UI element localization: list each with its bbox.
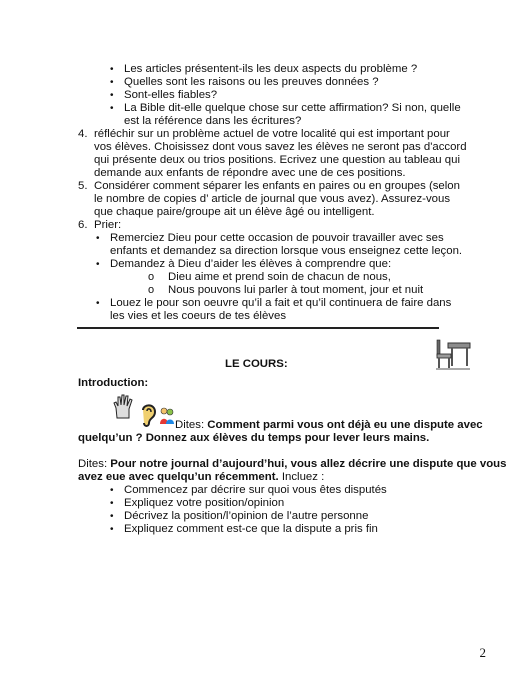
item-text: qui présente deux ou trios positions. Ecrivez une question au tableau qui [94,154,461,166]
dites-instruction: Comment parmi vous ont déjà eu une dispute avec [207,419,483,431]
list-item: La Bible dit-elle quelque chose sur cette affirmation? Si non, quelle [124,102,461,114]
dites-paragraph-1 [175,419,483,432]
sub-list-item: Dieu aime et prend soin de chacun de nous, [168,271,391,283]
children-group-icon [159,407,175,425]
dites-paragraph-2 [78,458,506,471]
list-item: Les articles présentent-ils les deux aspects du problème ? [124,63,418,75]
bullet-dot: • [110,511,114,522]
dites-instruction-continuation: avez eue avec quelqu’un récemment. [78,471,282,483]
dites-instruction-continuation: quelqu’un ? Donnez aux élèves du temps pour lever leurs mains. [78,432,430,444]
bullet-dot: • [96,298,100,309]
bullet-dot: • [110,103,114,114]
item-text: réfléchir sur un problème actuel de votre localité qui est important pour [94,128,450,140]
list-item: Remerciez Dieu pour cette occasion de pouvoir travailler avec ses [110,232,444,244]
list-item-continuation: enfants et demandez sa direction lorsque vous enseignez cette leçon. [110,245,463,257]
bullet-dot: • [110,524,114,535]
list-item: Commencez par décrire sur quoi vous êtes disputés [124,484,387,496]
list-item-continuation: les vies et les coeurs de tes élèves [110,310,287,322]
circle-bullet: o [148,271,155,283]
item-text: que chaque paire/groupe ait un élève âgé ou intelligent. [94,206,375,218]
section-title: LE COURS: [225,358,288,370]
list-item: Louez le pour son oeuvre qu’il a fait et qu’il continuera de faire dans [110,297,452,309]
ear-icon [139,402,159,428]
dites-tail: Incluez : [281,471,325,483]
circle-bullet: o [148,284,155,296]
item-text: vos élèves. Choisissez dont vous savez les élèves ne seront pas d'accord [94,141,467,153]
page-number: 2 [479,645,486,660]
bullet-dot: • [110,64,114,75]
dites-label: Dites: [78,458,111,470]
dites-label: Dites: [175,419,208,431]
list-item: Expliquez votre position/opinion [124,497,285,509]
bullet-dot: • [96,233,100,244]
list-item: Décrivez la position/l’opinion de l’autre personne [124,510,369,522]
hand-icon [112,394,136,420]
list-item: Sont-elles fiables? [124,89,218,101]
item-text: Considérer comment séparer les enfants en paires ou en groupes (selon [94,180,460,192]
dites-paragraph-2-line2 [78,471,324,484]
bullet-dot: • [110,90,114,101]
item-number: 6. [78,219,88,231]
item-number: 5. [78,180,88,192]
list-item: Quelles sont les raisons ou les preuves données ? [124,76,379,88]
bullet-dot: • [110,77,114,88]
item-number: 4. [78,128,88,140]
item-label: Prier: [94,219,122,231]
desk-chair-icon [434,337,474,371]
sub-list-item: Nous pouvons lui parler à tout moment, jour et nuit [168,284,424,296]
list-item-continuation: est la référence dans les écritures? [124,115,302,127]
item-text: demande aux enfants de répondre avec une de ces positions. [94,167,406,179]
item-text: le nombre de copies d’ article de journal que vous avez). Assurez-vous [94,193,451,205]
list-item: Expliquez comment est-ce que la dispute a pris fin [124,523,378,535]
subsection-heading: Introduction: [78,377,149,389]
section-divider [77,327,439,329]
bullet-dot: • [110,485,114,496]
list-item: Demandez à Dieu d’aider les élèves à comprendre que: [110,258,392,270]
bullet-dot: • [110,498,114,509]
bullet-dot: • [96,259,100,270]
dites-instruction: Pour notre journal d’aujourd’hui, vous allez décrire une dispute que vous [110,458,507,470]
